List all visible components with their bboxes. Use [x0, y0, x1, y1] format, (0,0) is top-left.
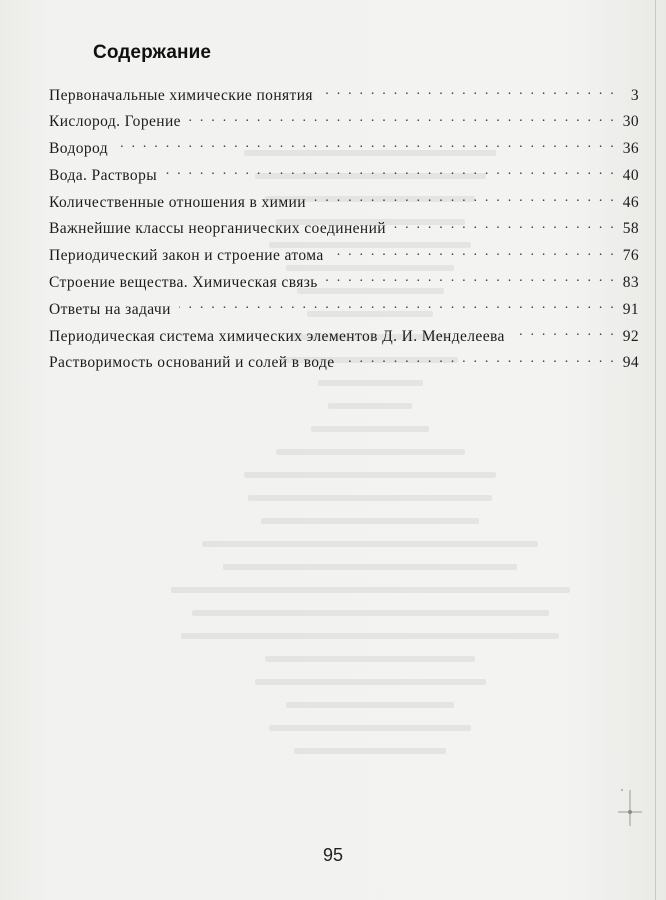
toc-dot-leader — [332, 245, 616, 261]
toc-entry-page: 76 — [622, 247, 639, 265]
toc-entry-title: Растворимость оснований и солей в воде — [49, 354, 335, 372]
toc-dot-leader — [513, 325, 616, 341]
page-title: Содержание — [93, 42, 212, 63]
toc-entry-title: Ответы на задачи — [49, 300, 171, 318]
toc-entry-page: 30 — [622, 113, 639, 131]
toc-entry — [49, 298, 639, 325]
toc-entry-title: Вода. Растворы — [49, 166, 158, 184]
toc-entry — [49, 111, 639, 138]
toc-entry-title: Первоначальные химические понятия — [49, 86, 313, 104]
page-edge — [655, 0, 656, 900]
toc-entry — [49, 164, 639, 191]
toc-entry — [49, 138, 639, 165]
toc-entry — [49, 272, 639, 299]
toc-dot-leader — [116, 138, 616, 154]
toc-entry — [49, 84, 639, 111]
margin-scribble-mark — [614, 760, 644, 830]
page-number: 95 — [322, 845, 344, 865]
toc-entry-title: Водород — [49, 140, 109, 158]
toc-dot-leader — [343, 352, 616, 368]
toc-entry-page: 91 — [622, 300, 639, 318]
toc-dot-leader — [321, 84, 616, 100]
toc-entry-page: 58 — [622, 220, 639, 238]
toc-entry-title: Периодический закон и строение атома — [49, 247, 324, 265]
toc-entry-page: 83 — [622, 274, 639, 292]
toc-dot-leader — [394, 218, 616, 234]
toc-entry-title: Строение вещества. Химическая связь — [49, 274, 318, 292]
toc-dot-leader — [189, 111, 616, 127]
toc-entry-title: Кислород. Горение — [49, 113, 181, 131]
toc-entry-page: 40 — [622, 166, 639, 184]
toc-entry-title: Важнейшие классы неорганических соединений — [49, 220, 387, 238]
toc-dot-leader — [179, 298, 616, 314]
toc-entry — [49, 352, 639, 379]
toc-entry-page: 36 — [622, 140, 639, 158]
toc-entry — [49, 245, 639, 272]
toc-entry-title: Количественные отношения в химии — [49, 193, 306, 211]
toc-entry — [49, 325, 639, 352]
toc-entry-page: 46 — [622, 193, 639, 211]
table-of-contents — [49, 84, 639, 379]
toc-entry-title: Периодическая система химических элементов Д. И. Менделеева — [49, 327, 505, 345]
toc-dot-leader — [165, 164, 616, 180]
toc-entry-page: 92 — [622, 327, 639, 345]
toc-entry — [49, 191, 639, 218]
toc-dot-leader — [326, 272, 616, 288]
toc-dot-leader — [314, 191, 616, 207]
toc-entry-page: 3 — [630, 86, 639, 104]
toc-entry-page: 94 — [622, 354, 639, 372]
toc-entry — [49, 218, 639, 245]
